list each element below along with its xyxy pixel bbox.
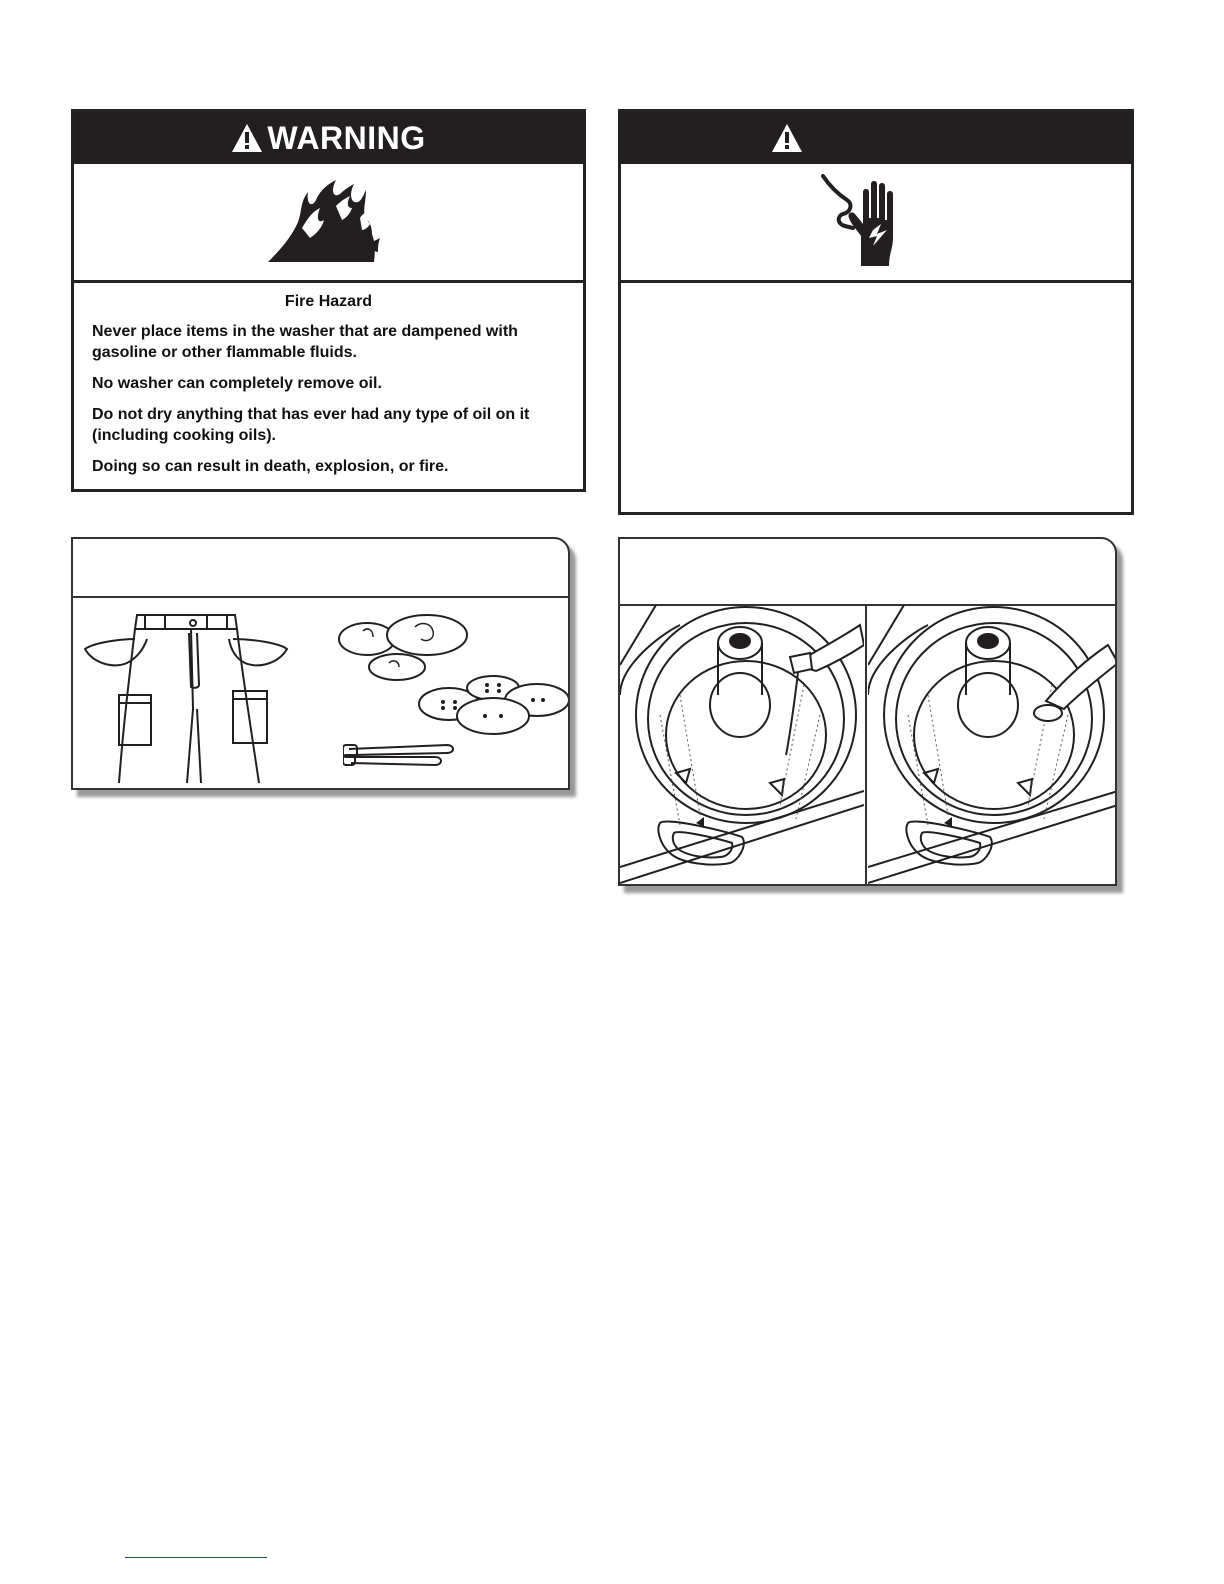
fire-warning-paragraph: Doing so can result in death, explosion, or fire. <box>92 458 449 475</box>
electric-shock-hand-icon <box>821 174 921 270</box>
fire-warning-header <box>74 112 583 164</box>
pockets-panel-header <box>73 539 568 598</box>
fire-warning-box <box>71 109 586 492</box>
washer-panel <box>618 537 1117 886</box>
washer-panel-divider <box>865 604 867 886</box>
coins-icon <box>335 611 475 683</box>
warning-triangle-icon <box>771 123 803 153</box>
fire-warning-title: WARNING <box>267 119 426 156</box>
shock-warning-box <box>618 109 1134 515</box>
warning-triangle-icon <box>231 123 263 153</box>
washer-pour-detergent-icon <box>620 605 864 886</box>
washer-add-detergent-icon <box>868 605 1117 886</box>
fire-warning-paragraph: No washer can completely remove oil. <box>92 375 382 392</box>
buttons-icon <box>413 674 570 738</box>
fire-warning-text <box>74 283 583 489</box>
pockets-panel <box>71 537 570 790</box>
footer-link-underline <box>125 1557 267 1558</box>
safety-pins-icon <box>343 739 463 773</box>
shock-warning-header <box>621 112 1131 164</box>
fire-icon-row <box>74 164 583 283</box>
shock-warning-text <box>621 283 1131 512</box>
pants-icon <box>83 599 303 784</box>
fire-warning-paragraph: Never place items in the washer that are dampened with gasoline or other flammable fluids. <box>92 323 518 361</box>
fire-warning-paragraph: Do not dry anything that has ever had any type of oil on it (including cooking oils). <box>92 406 530 444</box>
fire-icon <box>262 178 382 264</box>
fire-hazard-title: Fire Hazard <box>284 293 373 310</box>
shock-icon-row <box>621 164 1131 283</box>
washer-panel-header <box>620 539 1115 606</box>
